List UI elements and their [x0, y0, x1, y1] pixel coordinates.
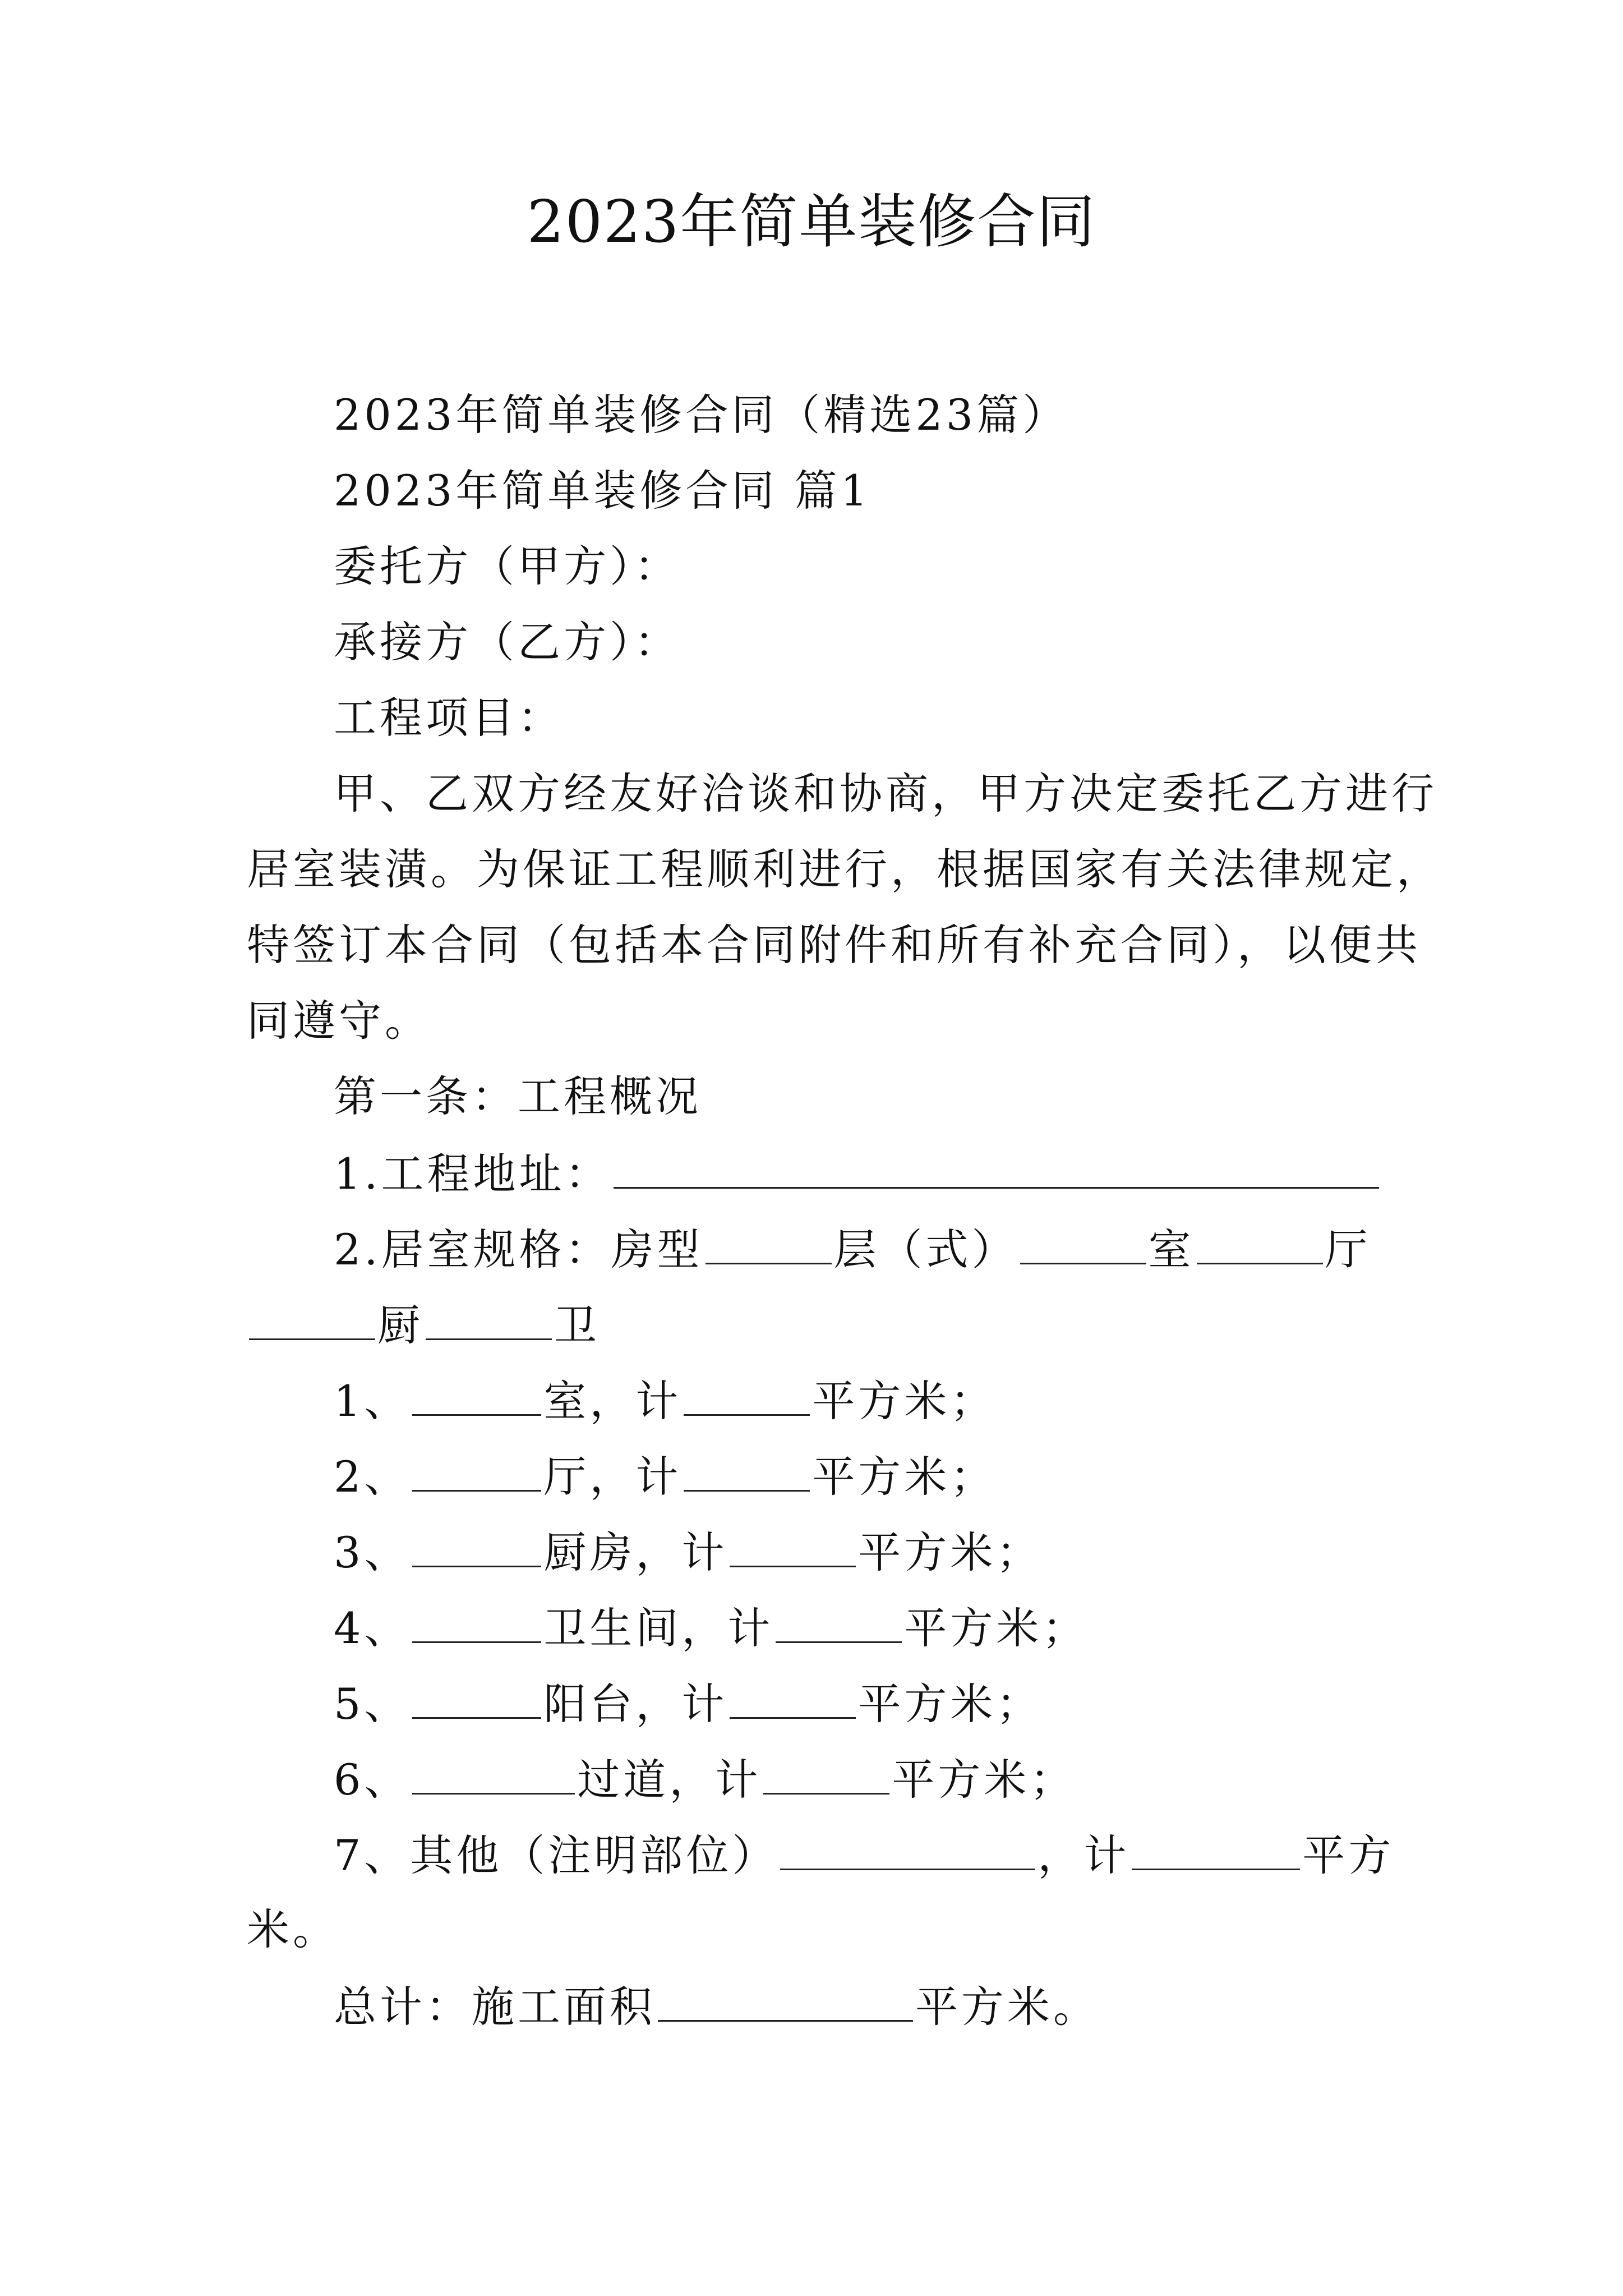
other-location-blank[interactable]: [780, 1826, 1035, 1870]
list-item-7: [334, 1826, 1394, 1884]
item-blank[interactable]: [412, 1372, 541, 1416]
item-number: 1、: [334, 1376, 411, 1426]
address-blank[interactable]: [614, 1144, 1379, 1189]
item-number: 2、: [334, 1452, 411, 1502]
item-label: 室，计: [543, 1376, 682, 1426]
spec-line-1: [334, 1220, 1371, 1278]
hall-count-blank[interactable]: [249, 1296, 375, 1340]
item-number: 4、: [334, 1603, 411, 1653]
chapter-heading: 2023年简单装修合同 篇1: [334, 466, 871, 516]
item-label: 厨房，计: [543, 1527, 728, 1577]
item-unit: 平方米；: [904, 1603, 1089, 1653]
item-label: ，计: [1038, 1830, 1130, 1880]
item-unit: 平方: [1302, 1830, 1395, 1880]
subtitle-line: 2023年简单装修合同（精选23篇）: [334, 390, 1069, 440]
spec-room-label: 室: [1148, 1225, 1195, 1274]
item-blank[interactable]: [412, 1599, 541, 1643]
spec-bath-label: 卫: [554, 1300, 600, 1350]
area-blank[interactable]: [776, 1599, 902, 1643]
party-a-line: 委托方（甲方）：: [334, 541, 680, 591]
area-blank[interactable]: [730, 1523, 856, 1567]
item-number: 6、: [334, 1755, 411, 1805]
article-1-heading: 第一条：工程概况: [334, 1071, 702, 1121]
address-label: 1.工程地址：: [334, 1149, 611, 1199]
item-label: 过道，计: [577, 1755, 762, 1805]
list-item-3: [334, 1523, 1042, 1581]
item-unit: 平方米；: [858, 1527, 1043, 1577]
intro-paragraph-line-1: 甲、乙双方经友好洽谈和协商，甲方决定委托乙方进行: [334, 769, 1437, 818]
item-label: 7、其他（注明部位）: [334, 1830, 778, 1880]
list-item-7-continuation: 米。: [247, 1904, 339, 1954]
intro-paragraph-line-4: 同遵守。: [247, 996, 431, 1046]
spec-kitchen-label: 厨: [377, 1300, 423, 1350]
document-title: 2023年简单装修合同: [527, 187, 1096, 256]
item-blank[interactable]: [412, 1674, 541, 1719]
floor-blank[interactable]: [1020, 1220, 1146, 1264]
item-unit: 平方米；: [812, 1376, 997, 1426]
item-blank[interactable]: [412, 1523, 541, 1567]
item-unit: 平方米；: [858, 1679, 1043, 1729]
list-item-4: [334, 1599, 1088, 1657]
party-b-line: 承接方（乙方）：: [334, 617, 680, 667]
list-item-2: [334, 1447, 996, 1505]
item-number: 3、: [334, 1527, 411, 1577]
spec-label: 2.居室规格：房型: [334, 1225, 703, 1274]
house-type-blank[interactable]: [706, 1220, 832, 1264]
item-label: 卫生间，计: [543, 1603, 774, 1653]
room-count-blank[interactable]: [1197, 1220, 1323, 1264]
area-blank[interactable]: [684, 1372, 810, 1416]
spec-floor-label: 层（式）: [833, 1225, 1018, 1274]
item-blank[interactable]: [412, 1447, 541, 1492]
kitchen-count-blank[interactable]: [426, 1296, 552, 1340]
project-line: 工程项目：: [334, 693, 564, 743]
total-unit: 平方米。: [915, 1982, 1099, 2032]
area-blank[interactable]: [763, 1750, 889, 1795]
item-blank[interactable]: [412, 1750, 575, 1795]
total-area-blank[interactable]: [658, 1977, 913, 2022]
total-label: 总计：施工面积: [334, 1982, 656, 2032]
address-line: [334, 1144, 1381, 1202]
area-blank[interactable]: [684, 1447, 810, 1492]
intro-paragraph-line-2: 居室装潢。为保证工程顺利进行，根据国家有关法律规定，: [247, 844, 1442, 894]
list-item-5: [334, 1674, 1042, 1732]
total-line: [334, 1977, 1099, 2035]
item-label: 阳台，计: [543, 1679, 728, 1729]
list-item-6: [334, 1750, 1076, 1808]
area-blank[interactable]: [1132, 1826, 1300, 1870]
item-unit: 平方米；: [892, 1755, 1076, 1805]
list-item-1: [334, 1372, 996, 1429]
spec-hall-label: 厅: [1325, 1225, 1371, 1274]
item-unit: 平方米；: [812, 1452, 997, 1502]
spec-line-2: [247, 1296, 600, 1354]
item-number: 5、: [334, 1679, 411, 1729]
area-blank[interactable]: [730, 1674, 856, 1719]
intro-paragraph-line-3: 特签订本合同（包括本合同附件和所有补充合同），以便共: [247, 920, 1421, 970]
item-label: 厅，计: [543, 1452, 682, 1502]
